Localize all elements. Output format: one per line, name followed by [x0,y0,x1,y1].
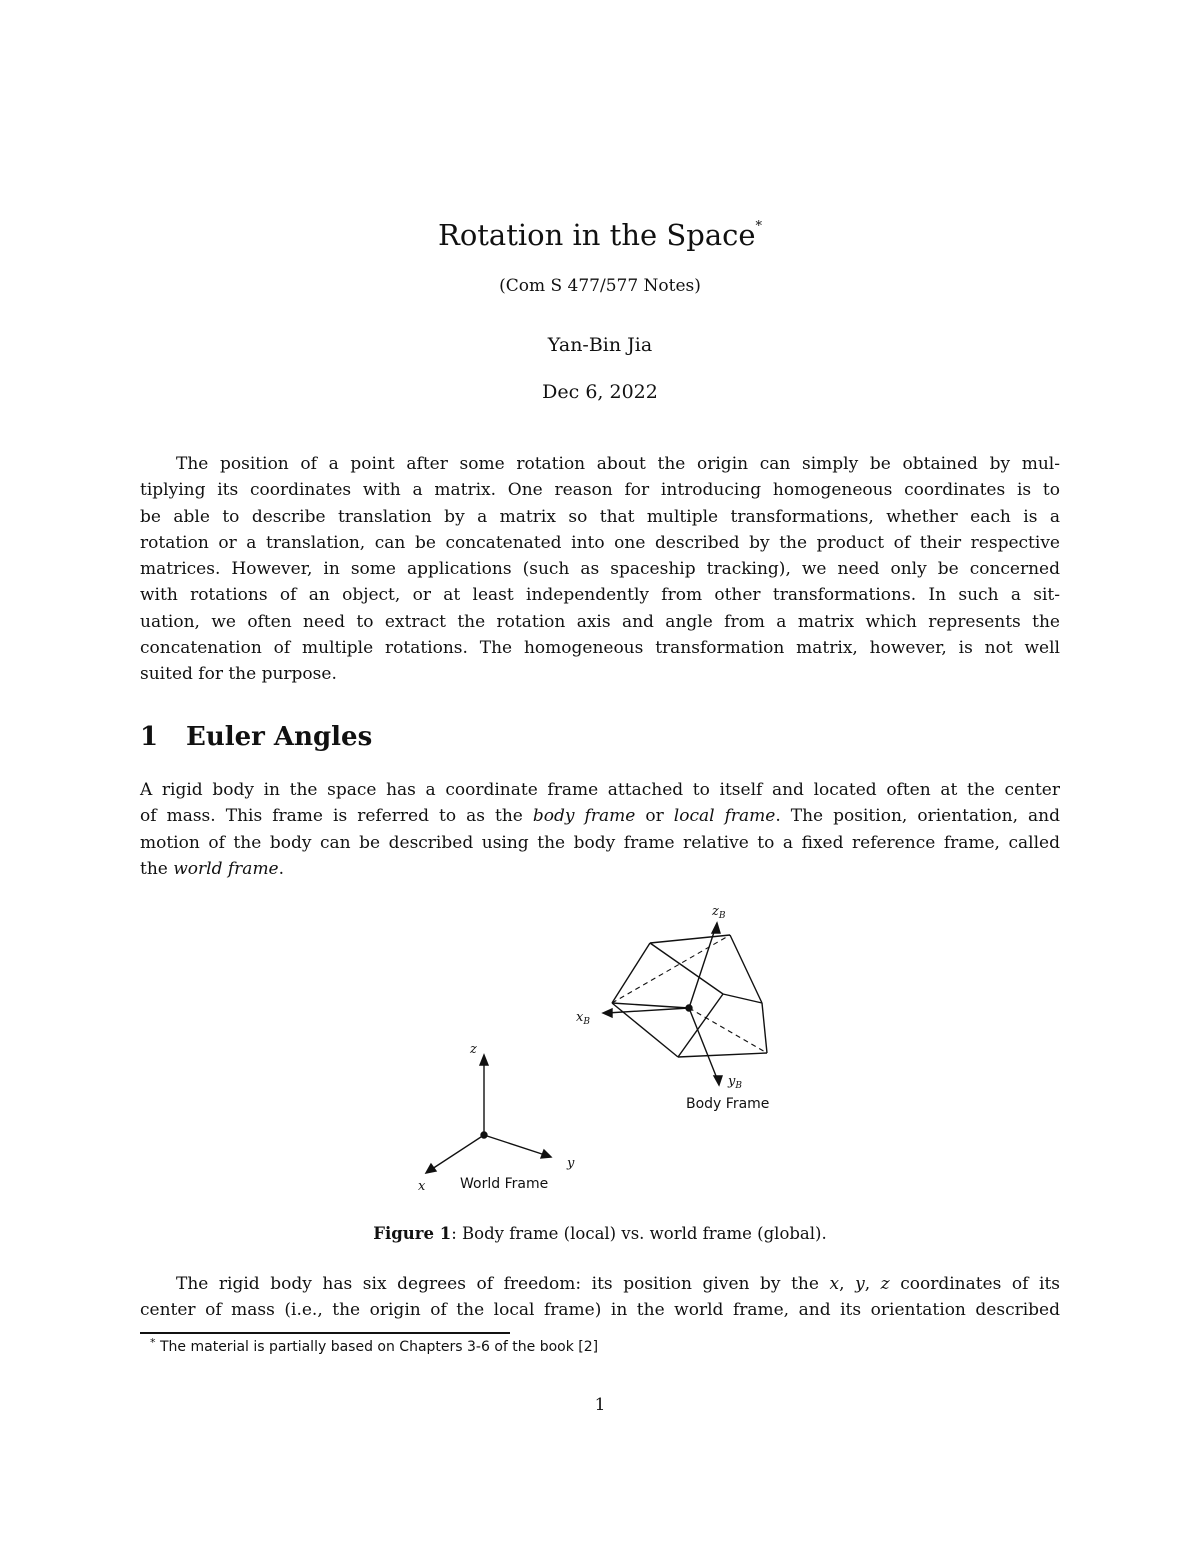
abstract-line: be able to describe translation by a matrix so that multiple transformations, whether each is a [140,506,1060,527]
footnote-mark: * [150,1336,156,1349]
paper-title [0,218,1200,252]
paper-date: Dec 6, 2022 [542,381,658,403]
text-run: The rigid body has six degrees of freedom: its position given by the [176,1274,830,1294]
paragraph-line [140,803,1060,829]
xb-subscript: B [583,1017,590,1027]
caption-text: : Body frame (local) vs. world frame (global). [451,1224,827,1243]
body-origin [686,1005,692,1011]
emphasis-local-frame: local frame [673,806,776,827]
polyhedron-edge [678,1053,767,1057]
paragraph-line: motion of the body can be described using the body frame relative to a fixed reference frame, called [140,832,1060,853]
x-label: x [418,1179,426,1194]
z-arrow [480,1055,488,1065]
zb-arrow [712,923,720,933]
text-run: of mass. This frame is referred to as the [140,806,533,827]
polyhedron-edge [723,994,762,1003]
zb-subscript: B [718,911,726,921]
xb-label [576,1010,590,1027]
section-title: Euler Angles [186,722,373,752]
paragraph-line [140,1271,1060,1297]
footnote [150,1336,599,1355]
emphasis-body-frame: body frame [532,806,636,827]
text-run: coordinates of its [889,1274,1061,1294]
yb-label [727,1074,742,1091]
abstract-paragraph [140,451,1060,688]
hidden-edge [689,1008,767,1053]
paragraph-line: A rigid body in the space has a coordinate frame attached to itself and located often at the center [140,780,1060,800]
paragraph-line: center of mass (i.e., the origin of the local frame) in the world frame, and its orientation described [140,1300,1060,1321]
zb-axis [689,923,717,1008]
polyhedron-edge [678,994,723,1057]
polyhedron-edge [650,943,723,994]
zb-letter: z [712,904,719,919]
polyhedron-edge [730,935,762,1003]
yb-arrow [714,1076,722,1085]
math-x: x [829,1274,840,1294]
world-frame-label: World Frame [460,1176,549,1192]
body-frame-label: Body Frame [686,1096,770,1112]
dof-paragraph [140,1271,1060,1324]
figure-caption [0,1224,1200,1243]
hidden-edge [612,935,730,1003]
y-label: y [567,1156,575,1171]
abstract-line: The position of a point after some rotation about the origin can simply be obtained by mul- [176,454,1060,474]
hidden-edges [612,935,767,1053]
math-z: z [880,1274,890,1294]
title-text: Rotation in the Space [437,218,756,252]
section-number: 1 [140,722,159,752]
world-origin [481,1132,487,1138]
yb-axis [689,1008,718,1081]
abstract-line: with rotations of an object, or at least independently from other transformations. In such a sit- [140,585,1060,606]
zb-label [711,904,726,921]
y-arrow [541,1150,551,1158]
x-axis [432,1135,484,1169]
abstract-line: suited for the purpose. [140,664,337,685]
footnote-text: The material is partially based on Chapters 3-6 of the book [2] [160,1339,599,1355]
polyhedron-edge [612,943,650,1003]
paragraph-line [140,856,1060,882]
text-run: . The position, orientation, and [775,806,1060,827]
emphasis-world-frame: world frame [173,858,279,879]
yb-letter: y [728,1074,736,1089]
text-run: or [635,806,674,827]
body-world-frame-figure [400,895,800,1200]
polyhedron-edge [612,1003,689,1008]
xb-arrow [603,1009,612,1017]
x-arrow [426,1164,436,1173]
abstract-line: tiplying its coordinates with a matrix. One reason for introducing homogeneous coordinates is to [140,480,1060,501]
section1-paragraph [140,777,1060,882]
xb-letter: x [576,1010,584,1025]
section-heading [140,722,372,752]
body-polyhedron [612,935,767,1057]
math-y: y [855,1274,865,1294]
paper-author: Yan-Bin Jia [547,334,653,356]
yb-subscript: B [735,1081,742,1091]
caption-label: Figure 1 [373,1224,452,1243]
text-run: the [140,858,174,879]
z-label: z [470,1042,477,1057]
footnote-rule [140,1332,510,1334]
abstract-line: concatenation of multiple rotations. The homogeneous transformation matrix, however, is not well [140,638,1060,659]
polyhedron-edge [650,935,730,943]
world-axes [426,1055,551,1173]
text-run: , [864,1274,881,1294]
title-footnote-mark: * [755,219,763,235]
polyhedron-edge [762,1003,767,1053]
paper-subtitle: (Com S 477/577 Notes) [499,276,701,296]
y-axis [484,1135,545,1155]
page-number: 1 [594,1395,606,1415]
text-run: , [839,1274,856,1294]
text-run: . [278,858,285,879]
abstract-line: rotation or a translation, can be concatenated into one described by the product of their respective [140,532,1060,553]
abstract-line: matrices. However, in some applications (such as spaceship tracking), we need only be concerned [140,559,1060,580]
abstract-line: uation, we often need to extract the rotation axis and angle from a matrix which represents the [140,611,1060,632]
